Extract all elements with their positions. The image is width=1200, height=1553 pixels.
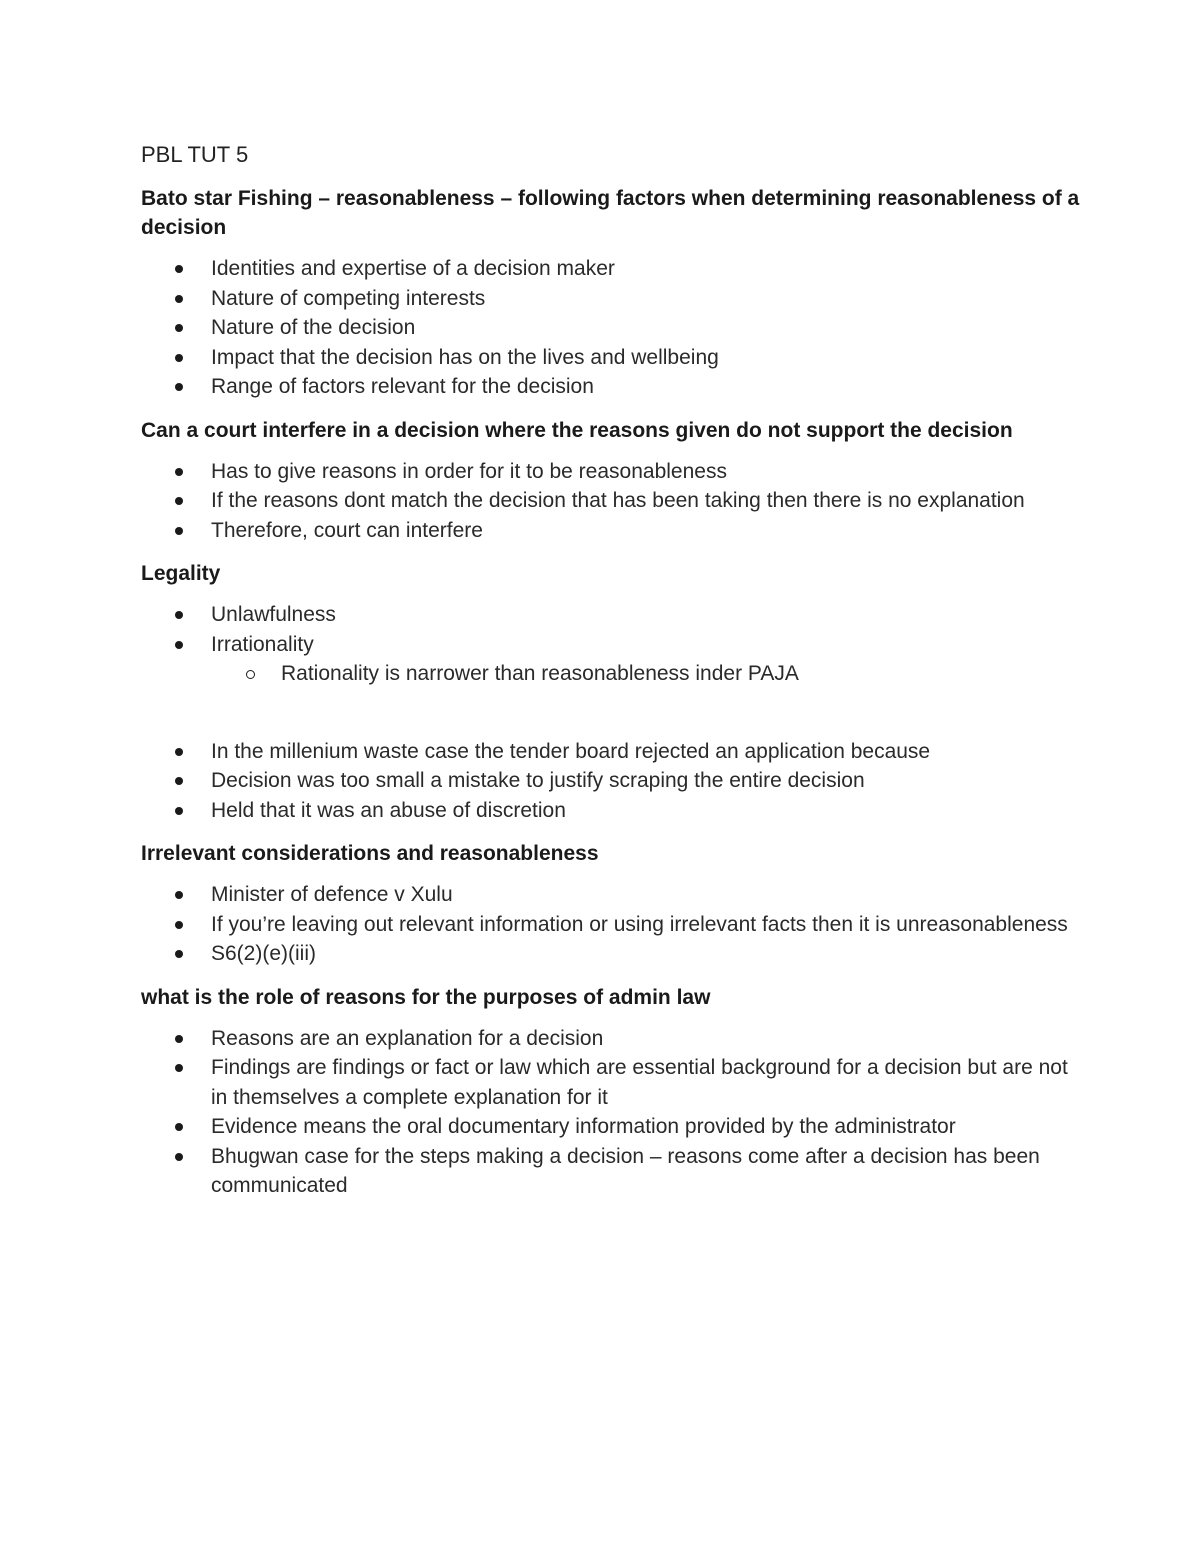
document-page (141, 140, 1081, 1215)
bullet-icon (175, 641, 183, 649)
bullet-list-irrelevant-considerations (141, 880, 1081, 969)
bullet-list-millenium-waste (141, 737, 1081, 826)
bullet-list-role-of-reasons (141, 1024, 1081, 1201)
list-item: Bhugwan case for the steps making a decision – reasons come after a decision has been communicated (141, 1142, 1081, 1201)
list-item: Irrationality Rationality is narrower than reasonableness inder PAJA (141, 630, 1081, 689)
hollow-bullet-icon (246, 670, 255, 679)
list-item: Decision was too small a mistake to justify scraping the entire decision (141, 766, 1081, 796)
bullet-icon (175, 1064, 183, 1072)
bullet-icon (175, 950, 183, 958)
list-item: Has to give reasons in order for it to be reasonableness (141, 457, 1081, 487)
list-item: Identities and expertise of a decision maker (141, 254, 1081, 284)
bullet-icon (175, 295, 183, 303)
section-heading-court-interfere: Can a court interfere in a decision where the reasons given do not support the decision (141, 418, 1013, 442)
list-item: If the reasons dont match the decision that has been taking then there is no explanation (141, 486, 1081, 516)
list-item: Findings are findings or fact or law which are essential background for a decision but are not in themselves a complete explanation for it (141, 1053, 1081, 1112)
section-heading-legality: Legality (141, 562, 221, 585)
bullet-icon (175, 1035, 183, 1043)
bullet-icon (175, 748, 183, 756)
list-item: If you’re leaving out relevant information or using irrelevant facts then it is unreasonableness (141, 910, 1081, 940)
bullet-icon (175, 497, 183, 505)
blank-line (141, 689, 1081, 737)
list-item: Nature of competing interests (141, 284, 1081, 314)
list-item: Therefore, court can interfere (141, 516, 1081, 546)
bullet-icon (175, 468, 183, 476)
list-item: S6(2)(e)(iii) (141, 939, 1081, 969)
bullet-icon (175, 891, 183, 899)
bullet-list-legality (141, 600, 1081, 689)
bullet-icon (175, 1123, 183, 1131)
bullet-icon (175, 777, 183, 785)
bullet-icon (175, 807, 183, 815)
bullet-list-court-interfere (141, 457, 1081, 546)
list-item: Range of factors relevant for the decision (141, 372, 1081, 402)
list-item: Evidence means the oral documentary information provided by the administrator (141, 1112, 1081, 1142)
bullet-icon (175, 324, 183, 332)
bullet-icon (175, 354, 183, 362)
list-item: Nature of the decision (141, 313, 1081, 343)
bullet-list-bato-star (141, 254, 1081, 402)
section-heading-bato-star: Bato star Fishing – reasonableness – following factors when determining reasonableness of a decision (141, 187, 1080, 239)
sub-bullet-list (211, 659, 1081, 689)
list-item: Minister of defence v Xulu (141, 880, 1081, 910)
document-title: PBL TUT 5 (141, 142, 249, 167)
bullet-icon (175, 611, 183, 619)
section-heading-role-of-reasons: what is the role of reasons for the purposes of admin law (141, 985, 711, 1009)
bullet-icon (175, 1153, 183, 1161)
bullet-icon (175, 383, 183, 391)
bullet-icon (175, 921, 183, 929)
list-item: Impact that the decision has on the lives and wellbeing (141, 343, 1081, 373)
list-item: Reasons are an explanation for a decision (141, 1024, 1081, 1054)
list-item: In the millenium waste case the tender board rejected an application because (141, 737, 1081, 767)
section-heading-irrelevant-considerations: Irrelevant considerations and reasonableness (141, 842, 599, 865)
sub-list-item: Rationality is narrower than reasonableness inder PAJA (211, 659, 1081, 689)
list-item: Unlawfulness (141, 600, 1081, 630)
bullet-icon (175, 265, 183, 273)
bullet-icon (175, 527, 183, 535)
list-item: Held that it was an abuse of discretion (141, 796, 1081, 826)
